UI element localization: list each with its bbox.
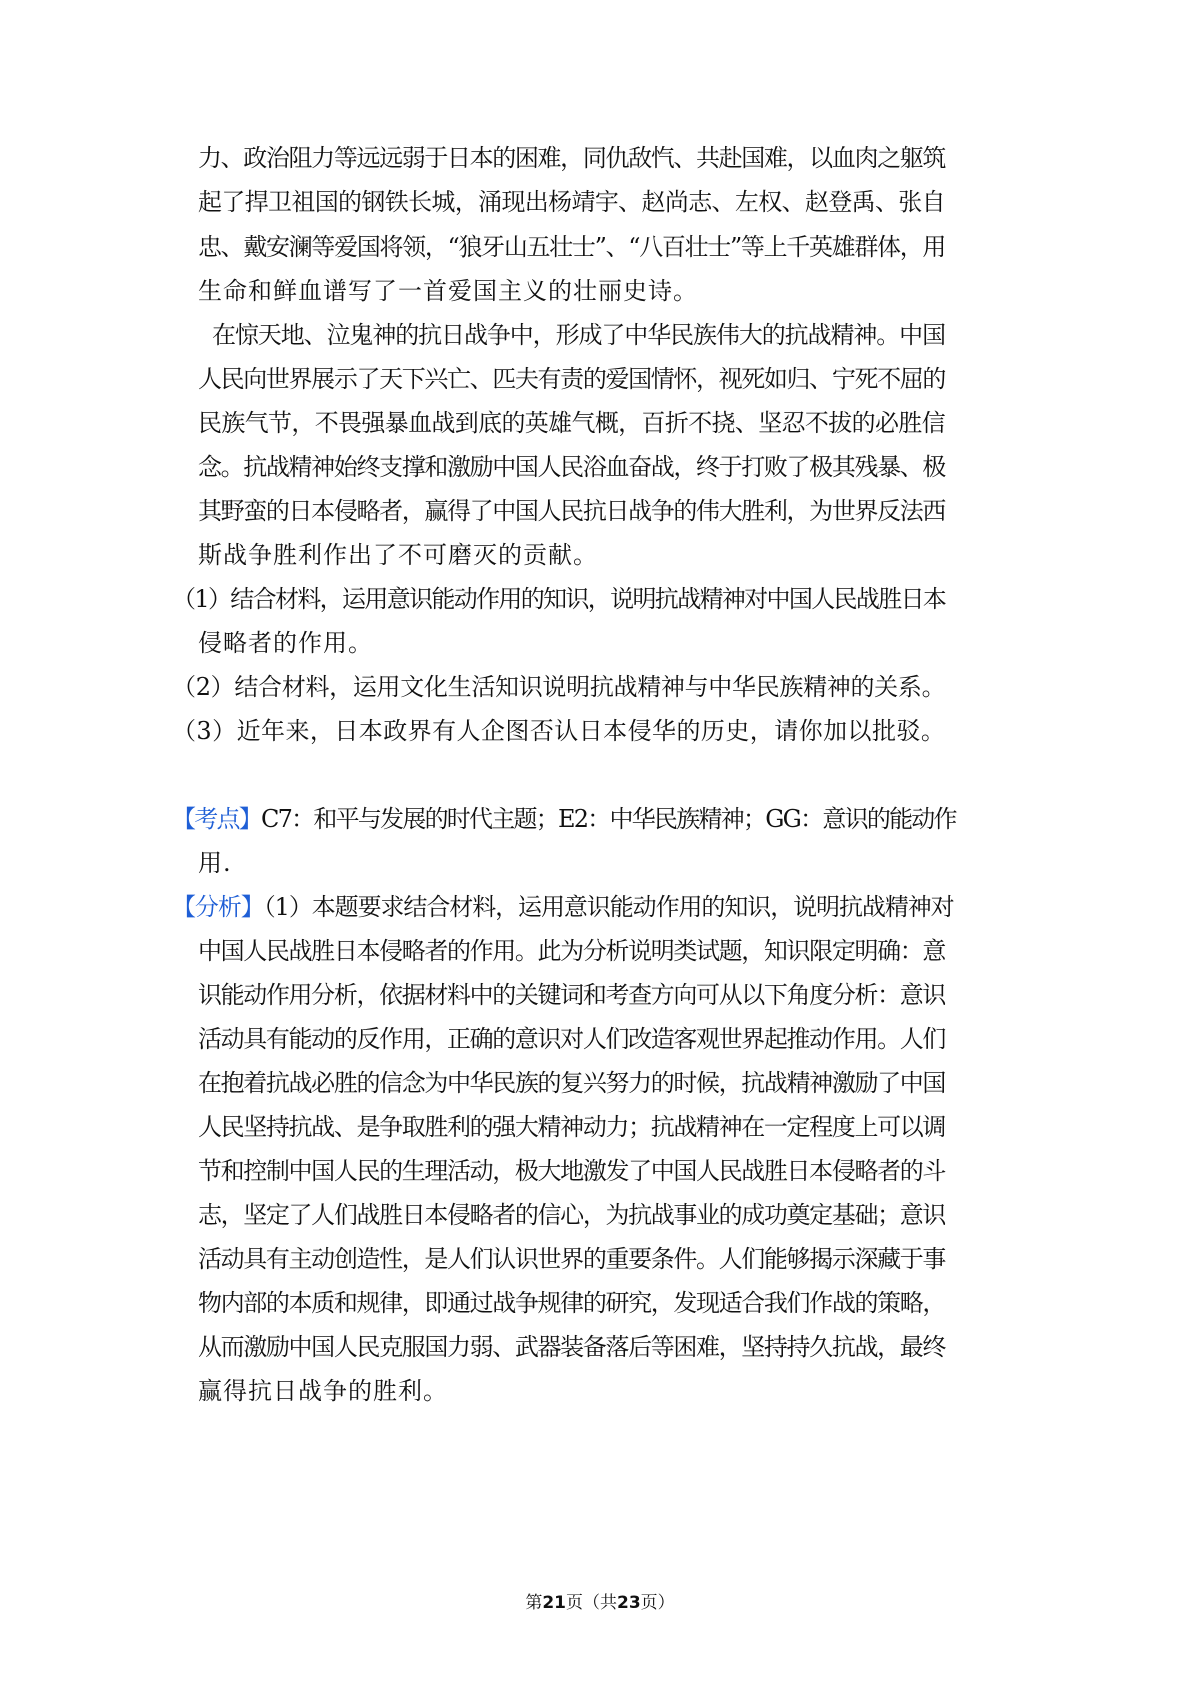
material-line-9: 其野蛮的日本侵略者，赢得了中国人民抗日战争的伟大胜利，为世界反法西: [198, 497, 945, 525]
fenxi-line-1: [172, 892, 954, 922]
material-line-5: 在惊天地、泣鬼神的抗日战争中，形成了中华民族伟大的抗战精神。中国: [212, 321, 945, 349]
question-1-line-2: 侵略者的作用。: [198, 629, 373, 657]
material-line-8: 念。抗战精神始终支撑和激励中国人民浴血奋战，终于打败了极其残暴、极: [198, 453, 945, 481]
fenxi-line-11: 从而激励中国人民克服国力弱、武器装备落后等困难，坚持持久抗战，最终: [198, 1333, 945, 1361]
fenxi-label: 【分析】: [172, 893, 264, 921]
page-footer: [0, 1592, 1200, 1614]
question-1-line-1: （1）结合材料，运用意识能动作用的知识，说明抗战精神对中国人民战胜日本: [172, 585, 946, 613]
fenxi-intro: （1）本题要求结合材料，运用意识能动作用的知识，说明抗战精神对: [263, 893, 954, 921]
footer-prefix: 第: [525, 1593, 543, 1613]
question-2: （2）结合材料，运用文化生活知识说明抗战精神与中华民族精神的关系。: [172, 673, 946, 701]
fenxi-line-10: 物内部的本质和规律，即通过战争规律的研究，发现适合我们作战的策略，: [198, 1289, 945, 1317]
material-line-2: 起了捍卫祖国的钢铁长城，涌现出杨靖宇、赵尚志、左权、赵登禹、张自: [198, 188, 945, 216]
fenxi-line-5: 在抱着抗战必胜的信念为中华民族的复兴努力的时候，抗战精神激励了中国: [198, 1069, 945, 1097]
kaodian-text: C7：和平与发展的时代主题；E2：中华民族精神；GG：意识的能动作: [260, 805, 956, 833]
footer-page-number: 21: [542, 1593, 566, 1613]
fenxi-line-4: 活动具有能动的反作用，正确的意识对人们改造客观世界起推动作用。人们: [198, 1025, 945, 1053]
footer-suffix: 页）: [640, 1593, 675, 1613]
fenxi-line-8: 志，坚定了人们战胜日本侵略者的信心，为抗战事业的成功奠定基础；意识: [198, 1201, 945, 1229]
material-line-4: 生命和鲜血谱写了一首爱国主义的壮丽史诗。: [198, 277, 698, 305]
fenxi-line-7: 节和控制中国人民的生理活动，极大地激发了中国人民战胜日本侵略者的斗: [198, 1157, 945, 1185]
kaodian-label: 【考点】: [172, 805, 261, 833]
material-line-10: 斯战争胜利作出了不可磨灭的贡献。: [198, 541, 598, 569]
material-line-1: 力、政治阻力等远远弱于日本的困难，同仇敌忾、共赴国难，以血肉之躯筑: [198, 144, 945, 172]
material-line-7: 民族气节，不畏强暴血战到底的英雄气概，百折不挠、坚忍不拔的必胜信: [198, 409, 945, 437]
fenxi-line-2: 中国人民战胜日本侵略者的作用。此为分析说明类试题，知识限定明确：意: [198, 937, 945, 965]
material-line-3: 忠、戴安澜等爱国将领，“狼牙山五壮士”、“八百壮士”等上千英雄群体，用: [198, 233, 946, 261]
material-line-6: 人民向世界展示了天下兴亡、匹夫有责的爱国情怀，视死如归、宁死不屈的: [198, 365, 945, 393]
kaodian-line-1: [172, 804, 956, 834]
fenxi-line-12: 赢得抗日战争的胜利。: [198, 1377, 448, 1405]
question-3: （3）近年来，日本政界有人企图否认日本侵华的历史，请你加以批驳。: [172, 717, 946, 745]
fenxi-line-9: 活动具有主动创造性，是人们认识世界的重要条件。人们能够揭示深藏于事: [198, 1245, 945, 1273]
fenxi-line-6: 人民坚持抗战、是争取胜利的强大精神动力；抗战精神在一定程度上可以调: [198, 1113, 945, 1141]
footer-mid: 页（共: [566, 1593, 617, 1613]
fenxi-line-3: 识能动作用分析，依据材料中的关键词和考查方向可从以下角度分析：意识: [198, 981, 945, 1009]
kaodian-line-2: 用.: [198, 849, 232, 877]
footer-total-pages: 23: [617, 1593, 641, 1613]
